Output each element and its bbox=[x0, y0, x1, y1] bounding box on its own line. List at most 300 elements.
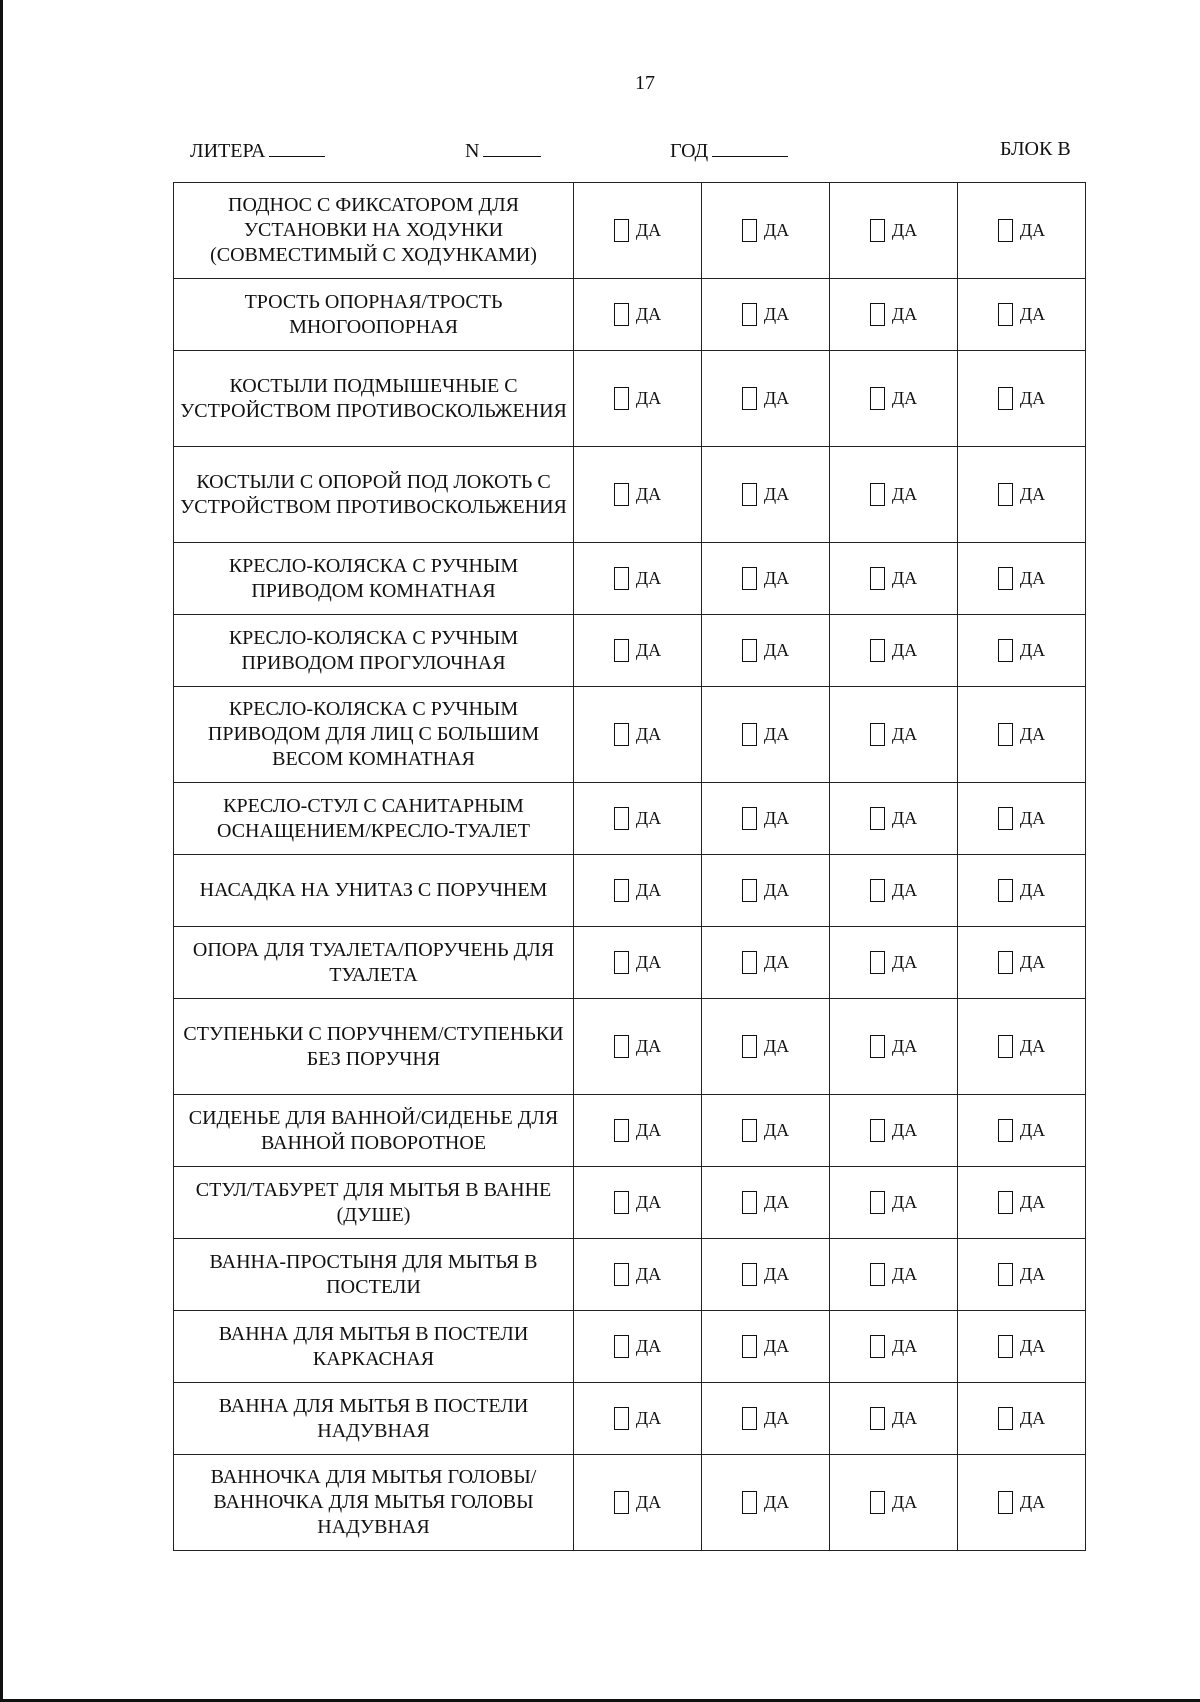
yes-option[interactable] bbox=[958, 1191, 1085, 1214]
yes-option[interactable] bbox=[830, 219, 957, 242]
item-name: КРЕСЛО-КОЛЯСКА С РУЧНЫМ ПРИВОДОМ ПРОГУЛОЧНАЯ bbox=[174, 615, 574, 687]
checkbox[interactable] bbox=[998, 1263, 1013, 1286]
yes-cell bbox=[830, 1383, 958, 1455]
checkbox[interactable] bbox=[742, 303, 757, 326]
yes-option[interactable] bbox=[702, 1263, 829, 1286]
checkbox[interactable] bbox=[998, 723, 1013, 746]
yes-cell bbox=[958, 687, 1086, 783]
yes-cell bbox=[958, 1239, 1086, 1311]
yes-label: ДА bbox=[891, 1036, 918, 1056]
yes-label: ДА bbox=[1019, 568, 1046, 588]
checkbox[interactable] bbox=[998, 807, 1013, 830]
yes-cell bbox=[702, 999, 830, 1095]
yes-option[interactable] bbox=[574, 951, 701, 974]
yes-cell bbox=[830, 687, 958, 783]
yes-cell bbox=[958, 927, 1086, 999]
yes-option[interactable] bbox=[574, 1191, 701, 1214]
yes-option[interactable] bbox=[574, 1335, 701, 1358]
yes-option[interactable] bbox=[574, 639, 701, 662]
yes-option[interactable] bbox=[574, 1263, 701, 1286]
checkbox[interactable] bbox=[742, 723, 757, 746]
yes-option[interactable] bbox=[702, 1035, 829, 1058]
yes-cell bbox=[958, 855, 1086, 927]
yes-label: ДА bbox=[891, 1336, 918, 1356]
yes-cell bbox=[702, 1167, 830, 1239]
yes-cell bbox=[702, 615, 830, 687]
checkbox[interactable] bbox=[614, 1407, 629, 1430]
yes-option[interactable] bbox=[574, 807, 701, 830]
yes-label: ДА bbox=[635, 388, 662, 408]
checkbox[interactable] bbox=[870, 1407, 885, 1430]
yes-option[interactable] bbox=[702, 879, 829, 902]
yes-option[interactable] bbox=[830, 303, 957, 326]
yes-option[interactable] bbox=[830, 567, 957, 590]
yes-option[interactable] bbox=[958, 723, 1085, 746]
yes-label: ДА bbox=[635, 1408, 662, 1428]
yes-option[interactable] bbox=[830, 1119, 957, 1142]
item-name: КРЕСЛО-КОЛЯСКА С РУЧНЫМ ПРИВОДОМ КОМНАТНАЯ bbox=[174, 543, 574, 615]
header-block bbox=[1000, 138, 1071, 161]
yes-option[interactable] bbox=[574, 303, 701, 326]
yes-label: ДА bbox=[1019, 808, 1046, 828]
yes-cell bbox=[702, 855, 830, 927]
yes-option[interactable] bbox=[574, 483, 701, 506]
checkbox[interactable] bbox=[870, 483, 885, 506]
yes-cell bbox=[830, 279, 958, 351]
checkbox[interactable] bbox=[614, 1491, 629, 1514]
yes-label: ДА bbox=[891, 1120, 918, 1140]
checkbox[interactable] bbox=[742, 1191, 757, 1214]
yes-cell bbox=[574, 1239, 702, 1311]
yes-label: ДА bbox=[635, 1492, 662, 1512]
yes-label: ДА bbox=[635, 220, 662, 240]
checkbox[interactable] bbox=[742, 1263, 757, 1286]
checkbox[interactable] bbox=[742, 567, 757, 590]
checkbox[interactable] bbox=[998, 567, 1013, 590]
yes-cell bbox=[830, 855, 958, 927]
item-name: СТУПЕНЬКИ С ПОРУЧНЕМ/СТУПЕНЬКИ БЕЗ ПОРУЧНЯ bbox=[174, 999, 574, 1095]
yes-cell bbox=[574, 1455, 702, 1551]
yes-option[interactable] bbox=[958, 879, 1085, 902]
table-row bbox=[174, 1167, 1086, 1239]
yes-option[interactable] bbox=[702, 387, 829, 410]
yes-option[interactable] bbox=[830, 1407, 957, 1430]
block-label: БЛОК В bbox=[1000, 138, 1071, 160]
yes-option[interactable] bbox=[574, 723, 701, 746]
checkbox[interactable] bbox=[614, 807, 629, 830]
table-row bbox=[174, 927, 1086, 999]
checkbox[interactable] bbox=[742, 807, 757, 830]
item-name: КОСТЫЛИ ПОДМЫШЕЧНЫЕ С УСТРОЙСТВОМ ПРОТИВОСКОЛЬЖЕНИЯ bbox=[174, 351, 574, 447]
yes-option[interactable] bbox=[958, 567, 1085, 590]
yes-label: ДА bbox=[763, 1036, 790, 1056]
yes-option[interactable] bbox=[958, 639, 1085, 662]
yes-cell bbox=[574, 999, 702, 1095]
yes-cell bbox=[702, 1311, 830, 1383]
item-name: ВАННА ДЛЯ МЫТЬЯ В ПОСТЕЛИ НАДУВНАЯ bbox=[174, 1383, 574, 1455]
yes-cell bbox=[574, 1311, 702, 1383]
yes-label: ДА bbox=[635, 1036, 662, 1056]
checkbox[interactable] bbox=[870, 1491, 885, 1514]
checkbox[interactable] bbox=[870, 1263, 885, 1286]
yes-cell bbox=[830, 1239, 958, 1311]
yes-option[interactable] bbox=[830, 639, 957, 662]
yes-label: ДА bbox=[1019, 304, 1046, 324]
item-name: ВАННОЧКА ДЛЯ МЫТЬЯ ГОЛОВЫ/ВАННОЧКА ДЛЯ МЫТЬЯ ГОЛОВЫ НАДУВНАЯ bbox=[174, 1455, 574, 1551]
checkbox[interactable] bbox=[614, 1191, 629, 1214]
table-row bbox=[174, 855, 1086, 927]
checkbox[interactable] bbox=[614, 951, 629, 974]
checkbox[interactable] bbox=[998, 483, 1013, 506]
table-row bbox=[174, 615, 1086, 687]
yes-option[interactable] bbox=[574, 1407, 701, 1430]
checkbox[interactable] bbox=[870, 807, 885, 830]
yes-option[interactable] bbox=[702, 1119, 829, 1142]
yes-option[interactable] bbox=[702, 1191, 829, 1214]
checkbox[interactable] bbox=[742, 1491, 757, 1514]
yes-cell bbox=[830, 783, 958, 855]
yes-label: ДА bbox=[891, 880, 918, 900]
yes-label: ДА bbox=[763, 808, 790, 828]
checkbox[interactable] bbox=[870, 303, 885, 326]
yes-label: ДА bbox=[891, 640, 918, 660]
yes-label: ДА bbox=[763, 1264, 790, 1284]
yes-cell bbox=[702, 1239, 830, 1311]
yes-option[interactable] bbox=[702, 483, 829, 506]
table-row bbox=[174, 351, 1086, 447]
table-row bbox=[174, 687, 1086, 783]
yes-option[interactable] bbox=[702, 723, 829, 746]
checkbox[interactable] bbox=[998, 1191, 1013, 1214]
number-blank[interactable] bbox=[483, 138, 541, 157]
yes-label: ДА bbox=[763, 880, 790, 900]
item-name: ВАННА ДЛЯ МЫТЬЯ В ПОСТЕЛИ КАРКАСНАЯ bbox=[174, 1311, 574, 1383]
checkbox[interactable] bbox=[998, 1491, 1013, 1514]
checkbox[interactable] bbox=[998, 387, 1013, 410]
checkbox[interactable] bbox=[998, 1407, 1013, 1430]
checkbox[interactable] bbox=[998, 303, 1013, 326]
yes-label: ДА bbox=[763, 640, 790, 660]
yes-option[interactable] bbox=[958, 1491, 1085, 1514]
table-row bbox=[174, 183, 1086, 279]
checkbox[interactable] bbox=[614, 639, 629, 662]
yes-cell bbox=[958, 1311, 1086, 1383]
checkbox[interactable] bbox=[742, 951, 757, 974]
yes-cell bbox=[830, 1167, 958, 1239]
yes-label: ДА bbox=[635, 724, 662, 744]
yes-cell bbox=[830, 1455, 958, 1551]
table-row bbox=[174, 999, 1086, 1095]
yes-cell bbox=[830, 351, 958, 447]
table-row bbox=[174, 447, 1086, 543]
yes-label: ДА bbox=[763, 304, 790, 324]
yes-option[interactable] bbox=[958, 807, 1085, 830]
yes-label: ДА bbox=[891, 1408, 918, 1428]
header-number bbox=[465, 138, 541, 163]
yes-cell bbox=[958, 183, 1086, 279]
yes-cell bbox=[958, 447, 1086, 543]
yes-label: ДА bbox=[891, 724, 918, 744]
checkbox[interactable] bbox=[742, 639, 757, 662]
yes-label: ДА bbox=[891, 1192, 918, 1212]
checkbox[interactable] bbox=[742, 483, 757, 506]
yes-option[interactable] bbox=[958, 951, 1085, 974]
yes-option[interactable] bbox=[958, 387, 1085, 410]
yes-option[interactable] bbox=[958, 1407, 1085, 1430]
checkbox[interactable] bbox=[870, 723, 885, 746]
yes-option[interactable] bbox=[574, 387, 701, 410]
item-name: ВАННА-ПРОСТЫНЯ ДЛЯ МЫТЬЯ В ПОСТЕЛИ bbox=[174, 1239, 574, 1311]
yes-label: ДА bbox=[635, 880, 662, 900]
yes-option[interactable] bbox=[830, 951, 957, 974]
yes-option[interactable] bbox=[702, 951, 829, 974]
yes-cell bbox=[830, 927, 958, 999]
checkbox[interactable] bbox=[742, 219, 757, 242]
checkbox[interactable] bbox=[614, 1335, 629, 1358]
yes-label: ДА bbox=[763, 220, 790, 240]
yes-label: ДА bbox=[763, 1492, 790, 1512]
yes-label: ДА bbox=[763, 484, 790, 504]
yes-option[interactable] bbox=[574, 1119, 701, 1142]
yes-option[interactable] bbox=[702, 567, 829, 590]
yes-option[interactable] bbox=[958, 1119, 1085, 1142]
checkbox[interactable] bbox=[998, 951, 1013, 974]
checkbox[interactable] bbox=[742, 1119, 757, 1142]
yes-option[interactable] bbox=[574, 1035, 701, 1058]
checkbox[interactable] bbox=[870, 1335, 885, 1358]
items-table bbox=[173, 182, 1086, 1551]
item-name: ПОДНОС С ФИКСАТОРОМ ДЛЯ УСТАНОВКИ НА ХОДУНКИ (СОВМЕСТИМЫЙ С ХОДУНКАМИ) bbox=[174, 183, 574, 279]
yes-option[interactable] bbox=[702, 1335, 829, 1358]
item-name: СИДЕНЬЕ ДЛЯ ВАННОЙ/СИДЕНЬЕ ДЛЯ ВАННОЙ ПОВОРОТНОЕ bbox=[174, 1095, 574, 1167]
litera-label: ЛИТЕРА bbox=[190, 140, 266, 162]
yes-cell bbox=[958, 1167, 1086, 1239]
yes-cell bbox=[574, 1095, 702, 1167]
checkbox[interactable] bbox=[998, 1335, 1013, 1358]
yes-label: ДА bbox=[635, 1336, 662, 1356]
yes-option[interactable] bbox=[830, 1335, 957, 1358]
item-name: КРЕСЛО-КОЛЯСКА С РУЧНЫМ ПРИВОДОМ ДЛЯ ЛИЦ С БОЛЬШИМ ВЕСОМ КОМНАТНАЯ bbox=[174, 687, 574, 783]
header-year bbox=[670, 138, 788, 163]
year-blank[interactable] bbox=[712, 138, 788, 157]
yes-label: ДА bbox=[891, 808, 918, 828]
yes-label: ДА bbox=[635, 640, 662, 660]
yes-label: ДА bbox=[763, 952, 790, 972]
yes-label: ДА bbox=[891, 304, 918, 324]
checkbox[interactable] bbox=[614, 723, 629, 746]
table-row bbox=[174, 543, 1086, 615]
yes-cell bbox=[830, 1095, 958, 1167]
page-number: 17 bbox=[635, 72, 655, 94]
yes-cell bbox=[702, 927, 830, 999]
yes-label: ДА bbox=[763, 1120, 790, 1140]
yes-label: ДА bbox=[891, 220, 918, 240]
yes-cell bbox=[702, 687, 830, 783]
yes-cell bbox=[702, 183, 830, 279]
yes-label: ДА bbox=[891, 1492, 918, 1512]
checkbox[interactable] bbox=[742, 1407, 757, 1430]
checkbox[interactable] bbox=[614, 1119, 629, 1142]
yes-option[interactable] bbox=[830, 1191, 957, 1214]
yes-cell bbox=[574, 855, 702, 927]
yes-cell bbox=[574, 279, 702, 351]
checkbox[interactable] bbox=[614, 1263, 629, 1286]
checkbox[interactable] bbox=[998, 879, 1013, 902]
yes-label: ДА bbox=[635, 1264, 662, 1284]
items-table-body bbox=[174, 183, 1086, 1551]
checkbox[interactable] bbox=[614, 567, 629, 590]
yes-option[interactable] bbox=[830, 387, 957, 410]
yes-option[interactable] bbox=[702, 639, 829, 662]
yes-cell bbox=[958, 783, 1086, 855]
yes-option[interactable] bbox=[702, 303, 829, 326]
item-name: ТРОСТЬ ОПОРНАЯ/ТРОСТЬ МНОГООПОРНАЯ bbox=[174, 279, 574, 351]
yes-label: ДА bbox=[891, 388, 918, 408]
yes-label: ДА bbox=[1019, 1264, 1046, 1284]
yes-option[interactable] bbox=[574, 219, 701, 242]
yes-option[interactable] bbox=[830, 1491, 957, 1514]
yes-cell bbox=[702, 783, 830, 855]
yes-option[interactable] bbox=[830, 723, 957, 746]
yes-option[interactable] bbox=[830, 483, 957, 506]
yes-option[interactable] bbox=[702, 1407, 829, 1430]
checkbox[interactable] bbox=[870, 1035, 885, 1058]
yes-label: ДА bbox=[635, 568, 662, 588]
checkbox[interactable] bbox=[614, 879, 629, 902]
yes-label: ДА bbox=[763, 724, 790, 744]
yes-option[interactable] bbox=[702, 1491, 829, 1514]
checkbox[interactable] bbox=[614, 1035, 629, 1058]
item-name: СТУЛ/ТАБУРЕТ ДЛЯ МЫТЬЯ В ВАННЕ (ДУШЕ) bbox=[174, 1167, 574, 1239]
yes-option[interactable] bbox=[830, 807, 957, 830]
table-row bbox=[174, 1239, 1086, 1311]
yes-option[interactable] bbox=[830, 879, 957, 902]
checkbox[interactable] bbox=[998, 639, 1013, 662]
checkbox[interactable] bbox=[742, 1035, 757, 1058]
table-row bbox=[174, 783, 1086, 855]
yes-label: ДА bbox=[1019, 1336, 1046, 1356]
item-name: НАСАДКА НА УНИТАЗ С ПОРУЧНЕМ bbox=[174, 855, 574, 927]
yes-label: ДА bbox=[763, 1336, 790, 1356]
yes-label: ДА bbox=[1019, 1036, 1046, 1056]
checkbox[interactable] bbox=[870, 219, 885, 242]
yes-cell bbox=[574, 351, 702, 447]
checkbox[interactable] bbox=[870, 387, 885, 410]
yes-label: ДА bbox=[1019, 1492, 1046, 1512]
yes-label: ДА bbox=[1019, 388, 1046, 408]
yes-cell bbox=[574, 615, 702, 687]
checkbox[interactable] bbox=[742, 1335, 757, 1358]
table-row bbox=[174, 1455, 1086, 1551]
yes-label: ДА bbox=[1019, 724, 1046, 744]
yes-cell bbox=[958, 279, 1086, 351]
yes-cell bbox=[702, 279, 830, 351]
yes-option[interactable] bbox=[574, 879, 701, 902]
yes-cell bbox=[958, 543, 1086, 615]
checkbox[interactable] bbox=[614, 483, 629, 506]
yes-cell bbox=[702, 1455, 830, 1551]
yes-option[interactable] bbox=[958, 1335, 1085, 1358]
yes-cell bbox=[830, 1311, 958, 1383]
yes-label: ДА bbox=[635, 1192, 662, 1212]
checkbox[interactable] bbox=[870, 567, 885, 590]
yes-cell bbox=[830, 183, 958, 279]
yes-option[interactable] bbox=[958, 1263, 1085, 1286]
yes-cell bbox=[574, 1383, 702, 1455]
yes-cell bbox=[574, 783, 702, 855]
item-name: ОПОРА ДЛЯ ТУАЛЕТА/ПОРУЧЕНЬ ДЛЯ ТУАЛЕТА bbox=[174, 927, 574, 999]
checkbox[interactable] bbox=[998, 1035, 1013, 1058]
yes-cell bbox=[702, 1383, 830, 1455]
yes-cell bbox=[958, 351, 1086, 447]
scan-edge-left bbox=[0, 0, 3, 1702]
checkbox[interactable] bbox=[870, 639, 885, 662]
checkbox[interactable] bbox=[614, 387, 629, 410]
checkbox[interactable] bbox=[614, 219, 629, 242]
yes-label: ДА bbox=[635, 484, 662, 504]
yes-option[interactable] bbox=[574, 1491, 701, 1514]
yes-label: ДА bbox=[891, 1264, 918, 1284]
yes-label: ДА bbox=[1019, 1192, 1046, 1212]
yes-option[interactable] bbox=[574, 567, 701, 590]
yes-option[interactable] bbox=[958, 483, 1085, 506]
yes-cell bbox=[574, 543, 702, 615]
yes-label: ДА bbox=[635, 304, 662, 324]
checkbox[interactable] bbox=[998, 1119, 1013, 1142]
yes-cell bbox=[574, 447, 702, 543]
table-row bbox=[174, 279, 1086, 351]
checkbox[interactable] bbox=[742, 387, 757, 410]
checkbox[interactable] bbox=[998, 219, 1013, 242]
yes-label: ДА bbox=[891, 568, 918, 588]
yes-cell bbox=[702, 447, 830, 543]
yes-option[interactable] bbox=[958, 303, 1085, 326]
checkbox[interactable] bbox=[614, 303, 629, 326]
checkbox[interactable] bbox=[870, 951, 885, 974]
yes-label: ДА bbox=[635, 952, 662, 972]
yes-label: ДА bbox=[763, 1408, 790, 1428]
checkbox[interactable] bbox=[870, 1119, 885, 1142]
yes-cell bbox=[702, 351, 830, 447]
table-row bbox=[174, 1095, 1086, 1167]
year-label: ГОД bbox=[670, 140, 709, 162]
yes-cell bbox=[958, 1455, 1086, 1551]
checkbox[interactable] bbox=[870, 1191, 885, 1214]
yes-cell bbox=[702, 543, 830, 615]
yes-option[interactable] bbox=[958, 1035, 1085, 1058]
yes-cell bbox=[830, 447, 958, 543]
yes-option[interactable] bbox=[702, 219, 829, 242]
checkbox[interactable] bbox=[742, 879, 757, 902]
table-row bbox=[174, 1383, 1086, 1455]
table-row bbox=[174, 1311, 1086, 1383]
yes-label: ДА bbox=[1019, 220, 1046, 240]
yes-option[interactable] bbox=[958, 219, 1085, 242]
yes-label: ДА bbox=[1019, 1408, 1046, 1428]
yes-option[interactable] bbox=[830, 1035, 957, 1058]
yes-option[interactable] bbox=[830, 1263, 957, 1286]
yes-label: ДА bbox=[635, 808, 662, 828]
checkbox[interactable] bbox=[870, 879, 885, 902]
yes-label: ДА bbox=[763, 388, 790, 408]
header-litera bbox=[190, 138, 325, 163]
yes-cell bbox=[574, 1167, 702, 1239]
yes-cell bbox=[958, 1095, 1086, 1167]
yes-label: ДА bbox=[635, 1120, 662, 1140]
litera-blank[interactable] bbox=[269, 138, 325, 157]
yes-option[interactable] bbox=[702, 807, 829, 830]
yes-cell bbox=[574, 687, 702, 783]
